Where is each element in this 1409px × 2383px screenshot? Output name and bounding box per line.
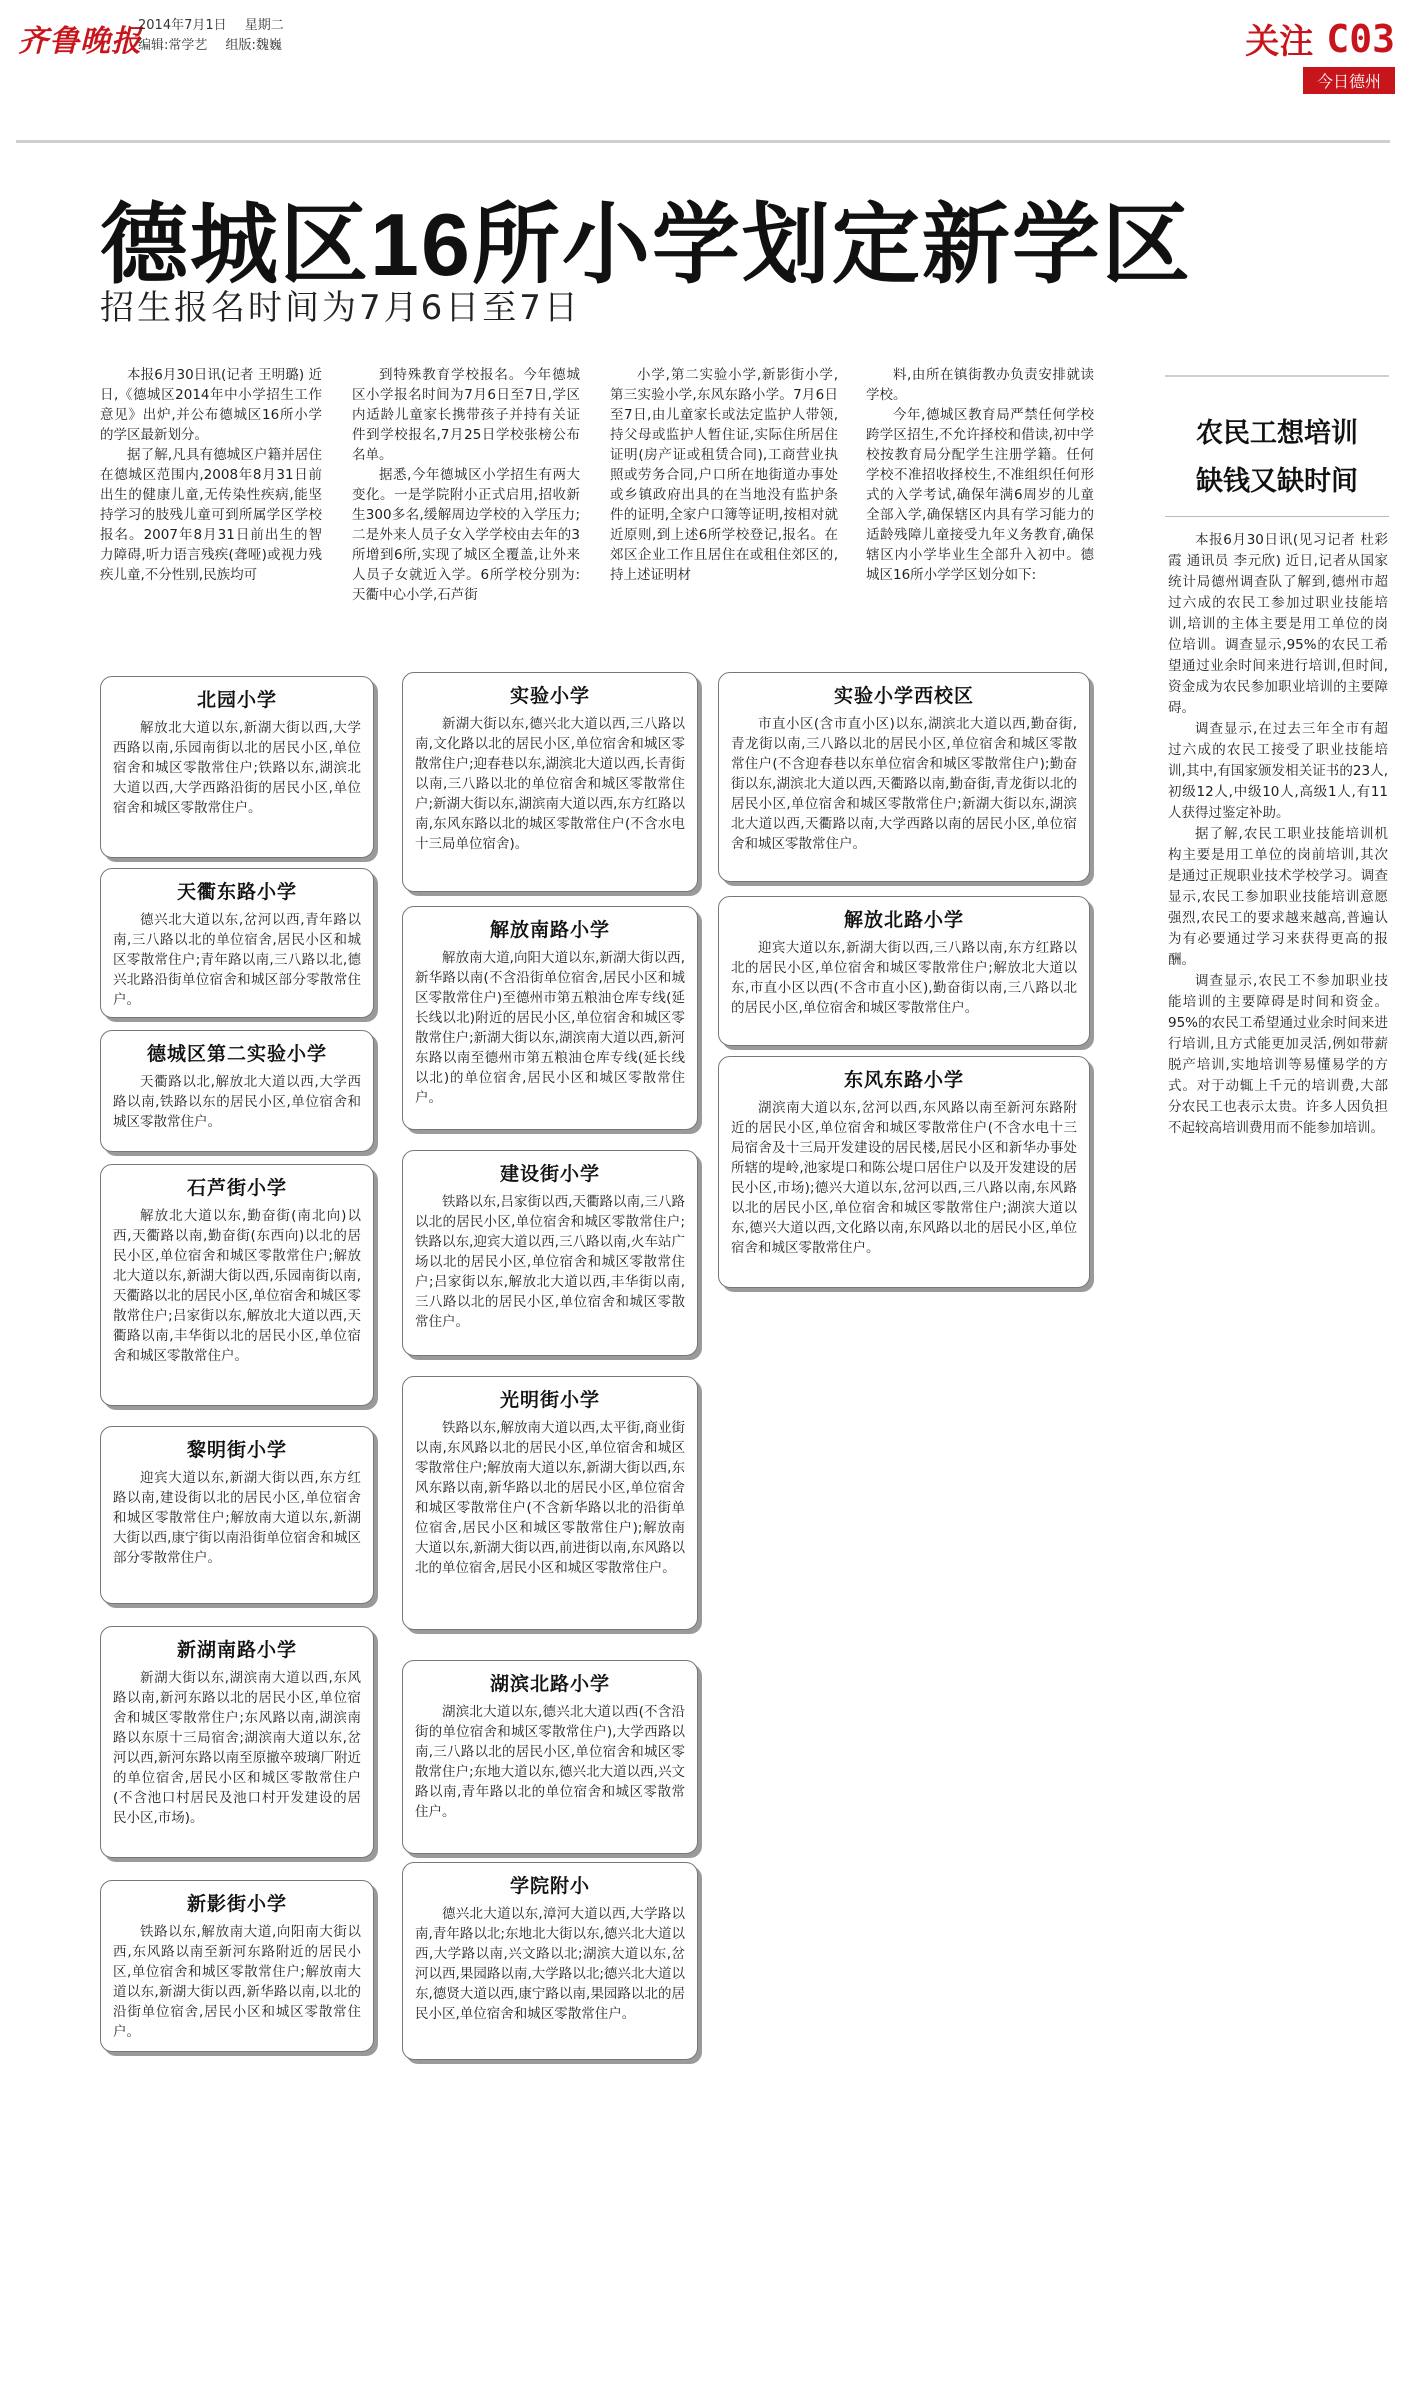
sidebar-title [1165, 410, 1389, 506]
layout-credit: 组版:魏巍 [225, 38, 282, 53]
issue-meta [138, 16, 298, 56]
school-name: 解放北路小学 [843, 909, 964, 931]
paragraph: 据了解,凡具有德城区户籍并居住在德城区范围内,2008年8月31日前出生的健康儿童,无传染性疾病,能坚持学习的肢残儿童可到所属学区学校报名。2007年8月31日前出生的智力障碍,听力语言残疾(聋哑)或视力残疾儿童,不分性别,民族均可 [100, 447, 322, 583]
school-district: 湖滨南大道以东,岔河以西,东风路以南至新河东路附近的居民小区,单位宿舍和城区零散常住户(不含水电十三局宿舍及十三局开发建设的居民楼,居民小区和新华办事处所辖的堤岭,池家堤口和陈公堤口居住户以及开发建设的居民小区,市场);德兴大道以东,岔河以西,三八路以南,东风路以北的居民小区,单位宿舍和城区零散常住户;湖滨大道以东,德兴大道以西,文化路以南,东风路以北的居民小区,单位宿舍和城区零散常住户。 [731, 1100, 1077, 1256]
school-name: 德城区第二实验小学 [146, 1043, 327, 1065]
school-name: 湖滨北路小学 [489, 1673, 610, 1695]
school-box-xinhu-nanlu [100, 1626, 374, 1858]
school-name: 东风东路小学 [843, 1069, 964, 1091]
school-name: 实验小学西校区 [833, 685, 974, 707]
school-box-hubin-beilu [402, 1660, 698, 1854]
school-district: 新湖大街以东,德兴北大道以西,三八路以南,文化路以北的居民小区,单位宿舍和城区零散常住户;迎春巷以东,湖滨北大道以西,长青街以南,三八路以北的单位宿舍和城区零散常住户;新湖大街以东,湖滨南大道以西,东方红路以南,东风东路以北的城区零散常住户(不含水电十三局单位宿舍)。 [415, 716, 685, 852]
article-column-1 [100, 365, 322, 585]
paragraph: 今年,德城区教育局严禁任何学校跨学区招生,不允许择校和借读,初中学校按教育局分配学生注册学籍。任何学校不准招收择校生,不准组织任何形式的入学考试,确保年满6周岁的儿童全部入学,确保辖区内具有学习能力的适龄残障儿童接受九年义务教育,确保辖区内小学毕业生全部升入初中。德城区16所小学学区划分如下: [866, 407, 1094, 583]
school-name: 解放南路小学 [489, 919, 610, 941]
header-divider [16, 140, 1390, 143]
school-name: 建设街小学 [499, 1163, 600, 1185]
school-district: 天衢路以北,解放北大道以西,大学西路以南,铁路以东的居民小区,单位宿舍和城区零散常住户。 [113, 1074, 361, 1130]
school-box-jiefang-beilu [718, 896, 1090, 1046]
masthead-logo: 齐鲁晚报 [18, 24, 142, 59]
school-district: 铁路以东,解放南大道,向阳南大街以西,东风路以南至新河东路附近的居民小区,单位宿舍和城区零散常住户;解放南大道以东,新湖大街以西,新华路以南,以北的沿街单位宿舍,居民小区和城区零散常住户。 [113, 1924, 361, 2040]
school-name: 石芦街小学 [186, 1177, 287, 1199]
page-header [0, 0, 1409, 110]
school-box-beiyuan [100, 676, 374, 858]
sidebar-title-line-1: 农民工想培训 [1196, 418, 1358, 449]
paragraph: 小学,第二实验小学,新影街小学,第三实验小学,东风东路小学。7月6日至7日,由儿童家长或法定监护人带领,持父母或监护人暂住证,实际住所居住证明(房产证或租赁合同),工商营业执照或劳务合同,户口所在地街道办事处或乡镇政府出具的在当地没有监护条件的证明,全家户口簿等证明,按相对就近原则,到上述6所学校登记,报名。在郊区企业工作且居住在或租住郊区的,持上述证明材 [610, 367, 838, 583]
school-box-shilujie [100, 1164, 374, 1406]
sidebar-divider [1165, 516, 1389, 517]
article-column-2 [352, 365, 580, 605]
school-box-xinyingjie [100, 1880, 374, 2052]
school-district: 铁路以东,吕家街以西,天衢路以南,三八路以北的居民小区,单位宿舍和城区零散常住户;铁路以东,迎宾大道以西,三八路以南,火车站广场以北的居民小区,单位宿舍和城区零散常住户;吕家街以东,解放北大道以西,丰华街以南,三八路以北的居民小区,单位宿舍和城区零散常住户。 [415, 1194, 685, 1330]
school-district: 解放北大道以东,勤奋街(南北向)以西,天衢路以南,勤奋街(东西向)以北的居民小区,单位宿舍和城区零散常住户;解放北大道以东,新湖大街以西,乐园南街以南,天衢路以北的居民小区,单位宿舍和城区零散常住户;吕家街以东,解放北大道以西,天衢路以南,丰华街以北的居民小区,单位宿舍和城区零散常住户。 [113, 1208, 361, 1364]
school-district: 德兴北大道以东,漳河大道以西,大学路以南,青年路以北;东地北大街以东,德兴北大道以西,大学路以南,兴文路以北;湖滨大道以东,岔河以西,果园路以南,大学路以北;德兴北大道以东,德贤大道以西,康宁路以南,果园路以北的居民小区,单位宿舍和城区零散常住户。 [415, 1906, 685, 2022]
paragraph: 到特殊教育学校报名。今年德城区小学报名时间为7月6日至7日,学区内适龄儿童家长携带孩子并持有关证件到学校报名,7月25日学校张榜公布名单。 [352, 367, 580, 463]
sidebar-divider-top [1165, 375, 1389, 377]
school-box-jiefang-nanlu [402, 906, 698, 1130]
section-name: 关注 [1245, 22, 1314, 62]
school-box-jianshejie [402, 1150, 698, 1356]
issue-date: 2014年7月1日 [138, 18, 227, 33]
paragraph: 据悉,今年德城区小学招生有两大变化。一是学院附小正式启用,招收新生300多名,缓解周边学校的入学压力;二是外来人员子女入学学校由去年的3所增到6所,实现了城区全覆盖,让外来人员子女就近入学。6所学校分别为:天衢中心小学,石芦街 [352, 467, 580, 603]
school-district: 迎宾大道以东,新湖大街以西,三八路以南,东方红路以北的居民小区,单位宿舍和城区零散常住户;解放北大道以东,市直小区以西(不含市直小区),勤奋街以南,三八路以北的居民小区,单位宿舍和城区零散常住户。 [731, 940, 1077, 1016]
headline: 德城区16所小学划定新学区 [100, 195, 1192, 294]
paragraph: 本报6月30日讯(记者 王明璐) 近日,《德城区2014年中小学招生工作意见》出炉,并公布德城区16所小学的学区最新划分。 [100, 367, 322, 443]
school-box-shiyan [402, 672, 698, 892]
school-box-shiyan-xixiaoqu [718, 672, 1090, 882]
school-name: 光明街小学 [499, 1389, 600, 1411]
editor-credit: 编辑:常学艺 [138, 38, 208, 53]
school-name: 学院附小 [509, 1875, 590, 1897]
paragraph: 料,由所在镇街教办负责安排就读学校。 [866, 367, 1094, 403]
school-district: 市直小区(含市直小区)以东,湖滨北大道以西,勤奋街,青龙街以南,三八路以北的居民小区,单位宿舍和城区零散常住户(不含迎春巷以东单位宿舍和城区零散常住户);勤奋街以东,湖滨北大道以西,天衢路以南,勤奋街,青龙街以北的居民小区,单位宿舍和城区零散常住户;新湖大街以东,湖滨北大道以西,天衢路以南,大学西路以南的居民小区,单位宿舍和城区零散常住户。 [731, 716, 1077, 852]
article-column-3 [610, 365, 838, 585]
school-name: 实验小学 [509, 685, 590, 707]
school-district: 湖滨北大道以东,德兴北大道以西(不含沿街的单位宿舍和城区零散常住户),大学西路以南,三八路以北的居民小区,单位宿舍和城区零散常住户;东地大道以东,德兴北大道以西,兴文路以南,青年路以北的单位宿舍和城区零散常住户。 [415, 1704, 685, 1820]
issue-weekday: 星期二 [244, 18, 284, 33]
school-name: 黎明街小学 [186, 1439, 287, 1461]
school-district: 新湖大街以东,湖滨南大道以西,东风路以南,新河东路以北的居民小区,单位宿舍和城区零散常住户;东风路以南,湖滨南路以东原十三局宿舍;湖滨南大道以东,岔河以西,新河东路以南至原撤卒玻璃厂附近的单位宿舍,居民小区和城区零散常住户(不含池口村居民及池口村开发建设的居民小区,市场)。 [113, 1670, 361, 1826]
school-box-xueyuan-fuxiao [402, 1862, 698, 2060]
page-number: C03 [1326, 16, 1395, 61]
subheadline: 招生报名时间为7月6日至7日 [100, 288, 581, 328]
school-district: 解放北大道以东,新湖大街以西,大学西路以南,乐园南街以北的居民小区,单位宿舍和城区零散常住户;铁路以东,湖滨北大道以西,大学西路沿街的居民小区,单位宿舍和城区零散常住户。 [113, 720, 361, 816]
paragraph: 调查显示,农民工不参加职业技能培训的主要障碍是时间和资金。95%的农民工希望通过业余时间来进行培训,且方式能更加灵活,例如带薪脱产培训,实地培训等易懂易学的方式。对于动辄上千元的培训费,大部分农民工也表示太贵。许多人因负担不起较高培训费用而不能参加培训。 [1168, 973, 1388, 1136]
school-box-dongfeng-donglu [718, 1056, 1090, 1288]
paragraph: 本报6月30日讯(见习记者 杜彩霞 通讯员 李元欣) 近日,记者从国家统计局德州调查队了解到,德州市超过六成的农民工参加过职业技能培训,培训的主体主要是用工单位的岗位培训。调查显示,95%的农民工希望通过业余时间来进行培训,但时间,资金成为农民参加职业培训的主要障碍。 [1168, 532, 1388, 716]
school-name: 天衢东路小学 [176, 881, 297, 903]
school-district: 铁路以东,解放南大道以西,太平街,商业街以南,东风路以北的居民小区,单位宿舍和城区零散常住户;解放南大道以东,新湖大街以西,东风东路以南,新华路以北的居民小区,单位宿舍和城区零散常住户(不含新华路以北的沿街单位宿舍,居民小区和城区零散常住户);解放南大道以东,新湖大街以西,前进街以南,东风路以北的单位宿舍,居民小区和城区零散常住户。 [415, 1420, 685, 1576]
sidebar-article [1168, 530, 1388, 1139]
school-name: 新影街小学 [186, 1893, 287, 1915]
school-box-guangmingjie [402, 1376, 698, 1630]
school-district: 德兴北大道以东,岔河以西,青年路以南,三八路以北的单位宿舍,居民小区和城区零散常住户;青年路以南,三八路以北,德兴北路沿街单位宿舍和城区部分零散常住户。 [113, 912, 361, 1008]
school-name: 北园小学 [196, 689, 277, 711]
school-box-limingjie [100, 1426, 374, 1604]
school-district: 迎宾大道以东,新湖大街以西,东方红路以南,建设街以北的居民小区,单位宿舍和城区零散常住户;解放南大道以东,新湖大街以西,康宁街以南沿街单位宿舍和城区部分零散常住户。 [113, 1470, 361, 1566]
school-box-di-er-shiyan [100, 1030, 374, 1152]
article-column-4 [866, 365, 1094, 585]
sidebar-title-line-2: 缺钱又缺时间 [1196, 466, 1358, 497]
school-district: 解放南大道,向阳大道以东,新湖大街以西,新华路以南(不含沿街单位宿舍,居民小区和城区零散常住户)至德州市第五粮油仓库专线(延长线以北)附近的居民小区,单位宿舍和城区零散常住户;新湖大街以东,湖滨南大道以西,新河东路以南至德州市第五粮油仓库专线(延长线以北)的单位宿舍,居民小区和城区零散常住户。 [415, 950, 685, 1106]
school-box-tianqu-donglu [100, 868, 374, 1018]
paragraph: 调查显示,在过去三年全市有超过六成的农民工接受了职业技能培训,其中,有国家颁发相关证书的23人,初级12人,中级10人,高级1人,有11人获得过鉴定补助。 [1168, 721, 1388, 821]
section-label [1245, 14, 1395, 94]
paragraph: 据了解,农民工职业技能培训机构主要是用工单位的岗前培训,其次是通过正规职业技术学校学习。调查显示,农民工参加职业技能培训意愿强烈,农民工的要求越来越高,普遍认为有必要通过学习来获得更高的报酬。 [1168, 826, 1388, 968]
sub-section: 今日德州 [1303, 67, 1395, 94]
school-name: 新湖南路小学 [176, 1639, 297, 1661]
